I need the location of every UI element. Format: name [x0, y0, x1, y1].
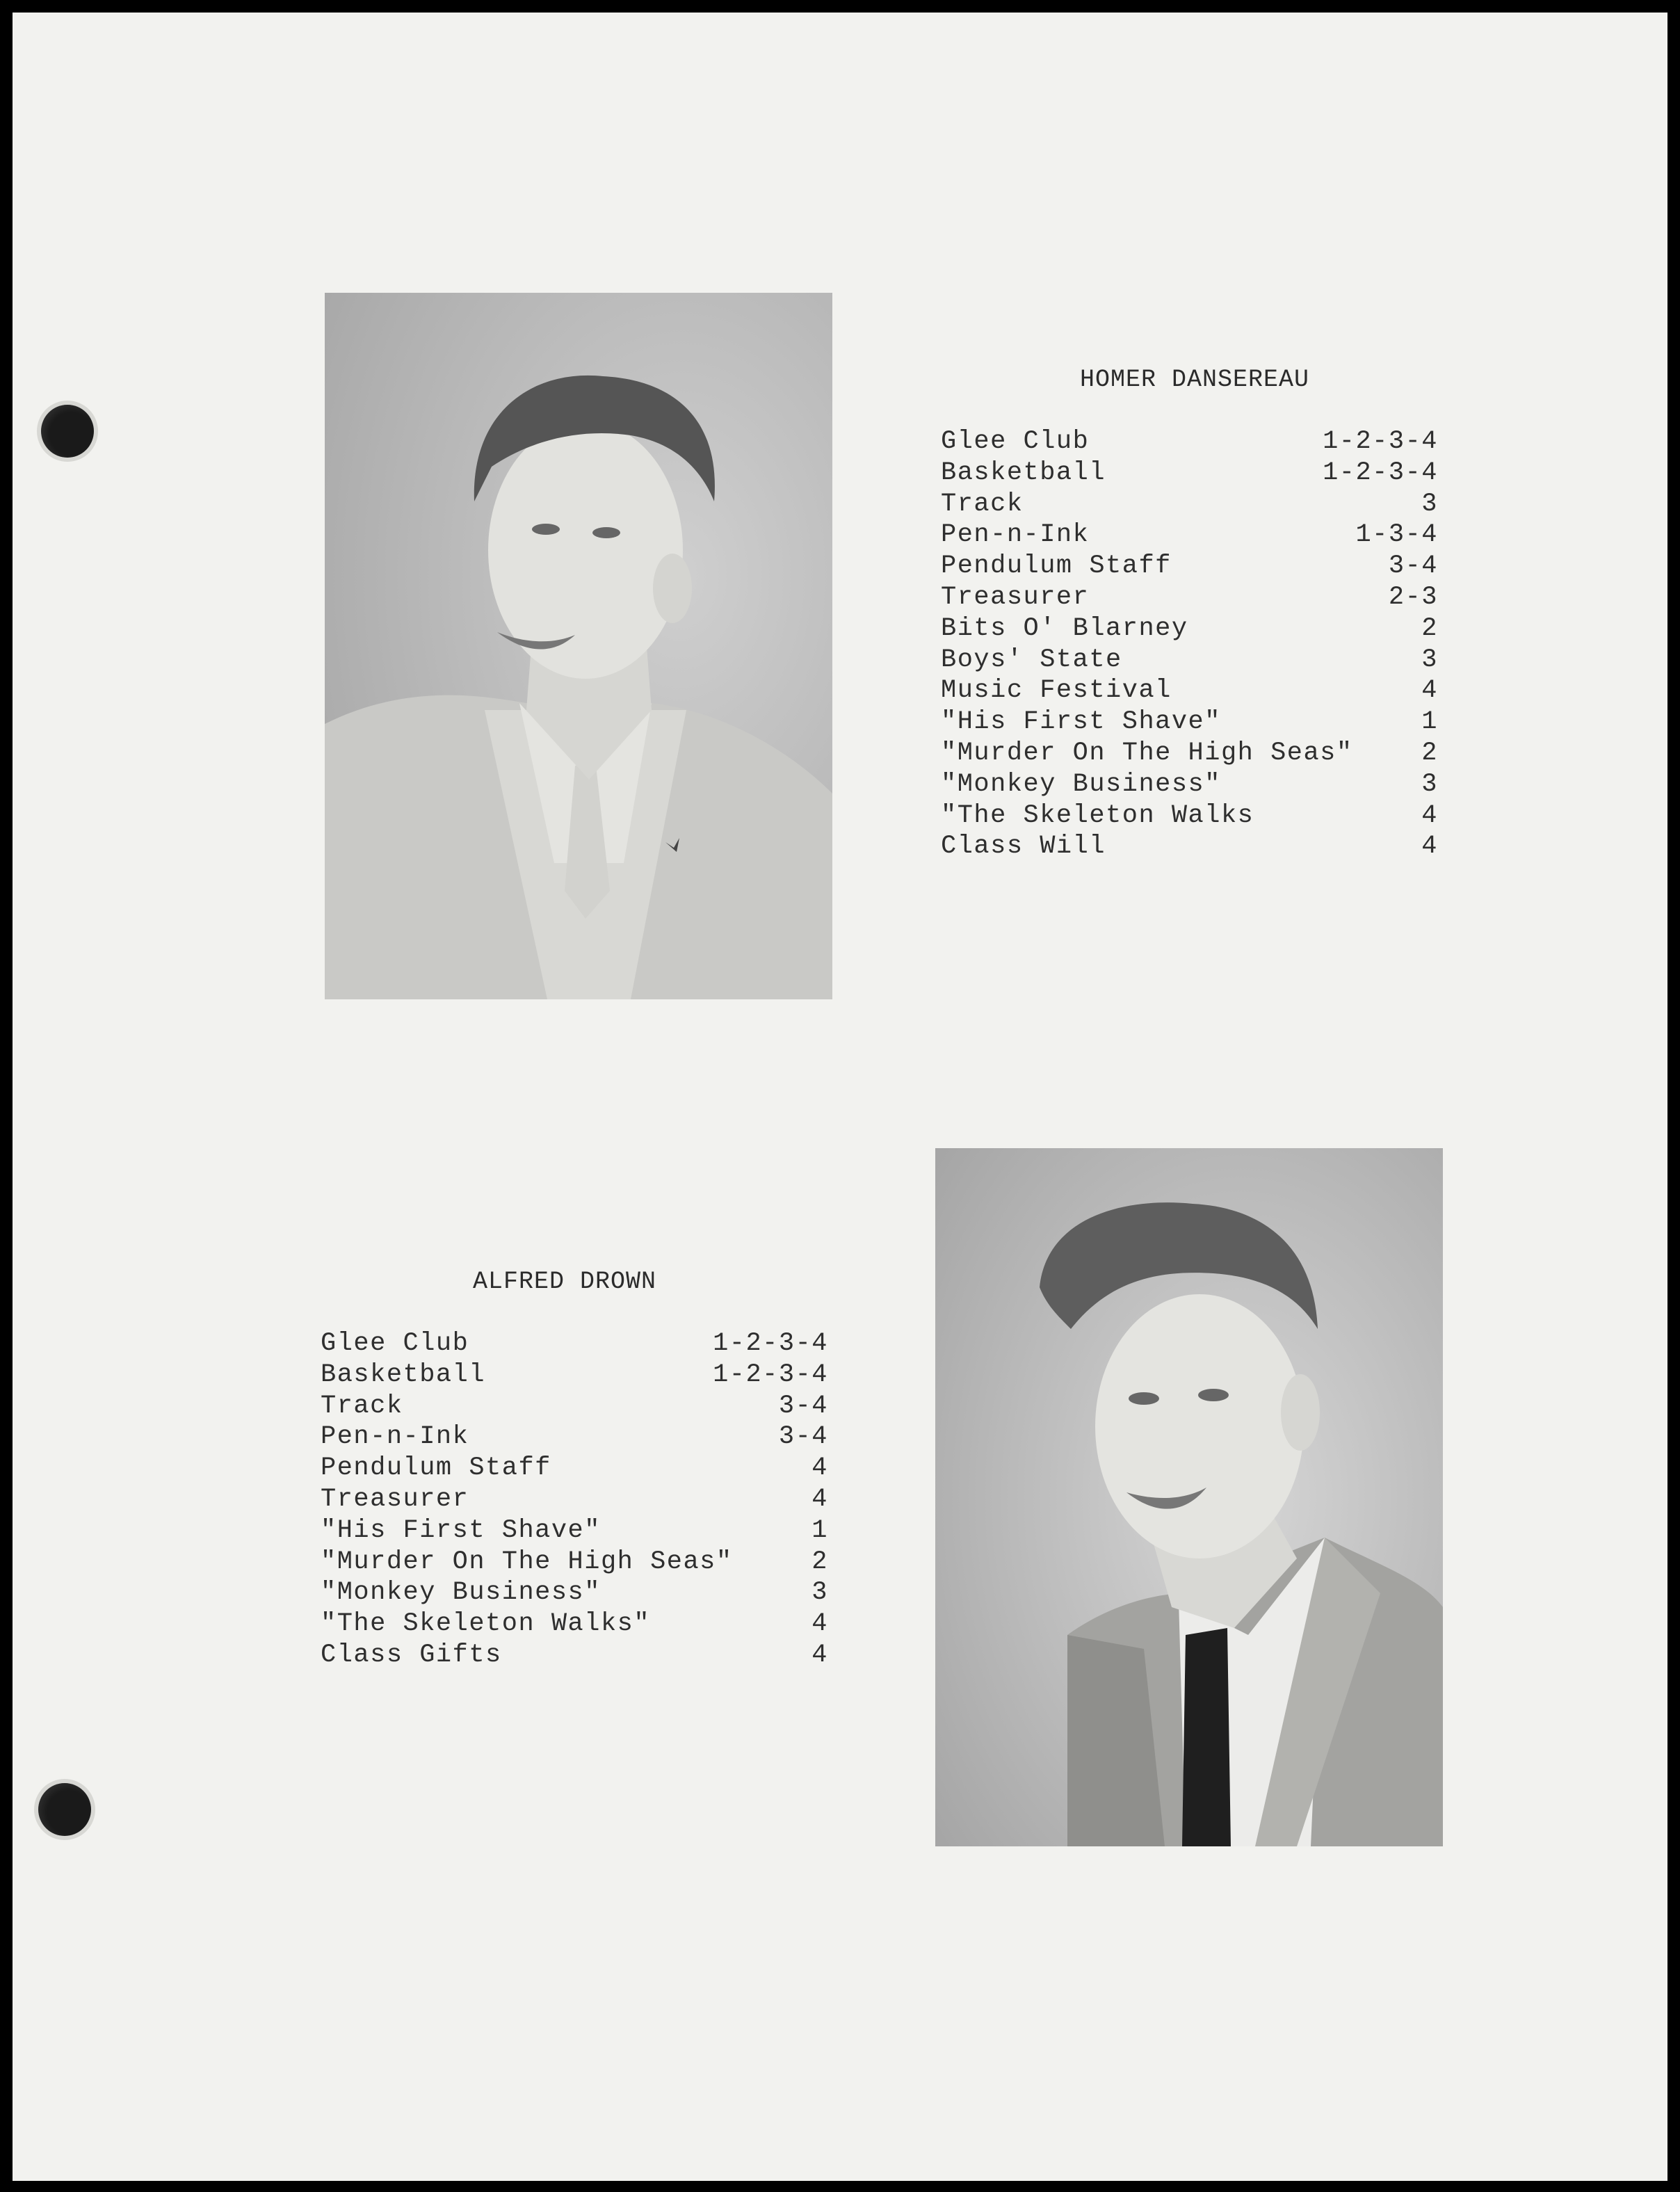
activity-years: 1 [811, 1515, 828, 1545]
activity-years: 1-2-3-4 [713, 1329, 828, 1358]
list-item [321, 1329, 828, 1360]
activity-years: 4 [811, 1640, 828, 1670]
activity-list-alfred-drown [321, 1329, 828, 1672]
activity-years: 2 [811, 1547, 828, 1577]
activity-years: 4 [811, 1484, 828, 1514]
activity-name: "The Skeleton Walks" [321, 1609, 651, 1639]
activity-years: 3 [1421, 645, 1438, 675]
list-item [321, 1641, 828, 1672]
activity-name: Basketball [321, 1360, 486, 1389]
activity-list-homer-dansereau [941, 427, 1438, 863]
activity-name: Glee Club [941, 427, 1090, 456]
binder-hole-top [41, 405, 94, 458]
activity-name: "Monkey Business" [321, 1578, 601, 1608]
activity-name: Glee Club [321, 1329, 469, 1358]
activity-name: Track [321, 1391, 403, 1421]
activity-years: 3-4 [778, 1391, 828, 1421]
activity-years: 1-3-4 [1355, 520, 1438, 550]
activity-name: Bits O' Blarney [941, 613, 1188, 643]
list-item [941, 832, 1438, 863]
portrait-photo-homer-dansereau [325, 293, 832, 999]
activity-name: Class Gifts [321, 1640, 502, 1670]
activity-years: 4 [811, 1609, 828, 1639]
activity-years: 3-4 [1388, 551, 1438, 581]
activity-name: "Murder On The High Seas" [941, 738, 1353, 768]
activity-name: "The Skeleton Walks [941, 800, 1254, 830]
list-item [941, 614, 1438, 645]
activity-years: 2 [1421, 613, 1438, 643]
activity-years: 1 [1421, 707, 1438, 737]
activity-name: "Murder On The High Seas" [321, 1547, 733, 1577]
activity-years: 4 [1421, 800, 1438, 830]
activity-years: 4 [1421, 832, 1438, 862]
activity-name: Pendulum Staff [321, 1453, 551, 1483]
activity-years: 2-3 [1388, 582, 1438, 612]
activity-years: 2 [1421, 738, 1438, 768]
activity-years: 1-2-3-4 [713, 1360, 828, 1389]
activity-years: 4 [1421, 676, 1438, 706]
activity-years: 3 [811, 1578, 828, 1608]
activity-name: "Monkey Business" [941, 769, 1221, 799]
list-item [321, 1547, 828, 1579]
list-item [321, 1453, 828, 1485]
activity-years: 4 [811, 1453, 828, 1483]
activity-name: Treasurer [941, 582, 1090, 612]
activity-name: "His First Shave" [321, 1515, 601, 1545]
student-name-homer-dansereau: HOMER DANSEREAU [1080, 366, 1310, 394]
activity-years: 3 [1421, 489, 1438, 519]
student-name-alfred-drown: ALFRED DROWN [473, 1268, 657, 1296]
list-item [941, 645, 1438, 677]
list-item [941, 520, 1438, 551]
list-item [321, 1609, 828, 1641]
list-item [941, 801, 1438, 832]
list-item [321, 1360, 828, 1392]
activity-name: Track [941, 489, 1024, 519]
list-item [941, 739, 1438, 770]
activity-years: 1-2-3-4 [1323, 427, 1438, 456]
binder-hole-bottom [38, 1783, 91, 1836]
activity-name: Music Festival [941, 676, 1172, 706]
yearbook-page [13, 13, 1667, 2181]
activity-name: Pendulum Staff [941, 551, 1172, 581]
activity-name: Boys' State [941, 645, 1122, 675]
list-item [941, 676, 1438, 707]
list-item [941, 427, 1438, 458]
list-item [321, 1516, 828, 1547]
activity-name: Class Will [941, 832, 1106, 862]
activity-name: Treasurer [321, 1484, 469, 1514]
activity-name: Pen-n-Ink [941, 520, 1090, 550]
list-item [321, 1422, 828, 1453]
list-item [941, 583, 1438, 614]
activity-name: Basketball [941, 458, 1106, 487]
list-item [941, 458, 1438, 490]
list-item [321, 1578, 828, 1609]
activity-name: "His First Shave" [941, 707, 1221, 737]
activity-years: 1-2-3-4 [1323, 458, 1438, 487]
list-item [941, 551, 1438, 583]
list-item [941, 707, 1438, 739]
portrait-photo-alfred-drown [935, 1148, 1443, 1846]
list-item [941, 770, 1438, 801]
activity-years: 3 [1421, 769, 1438, 799]
list-item [321, 1485, 828, 1516]
activity-name: Pen-n-Ink [321, 1422, 469, 1452]
list-item [321, 1392, 828, 1423]
activity-years: 3-4 [778, 1422, 828, 1452]
list-item [941, 490, 1438, 521]
